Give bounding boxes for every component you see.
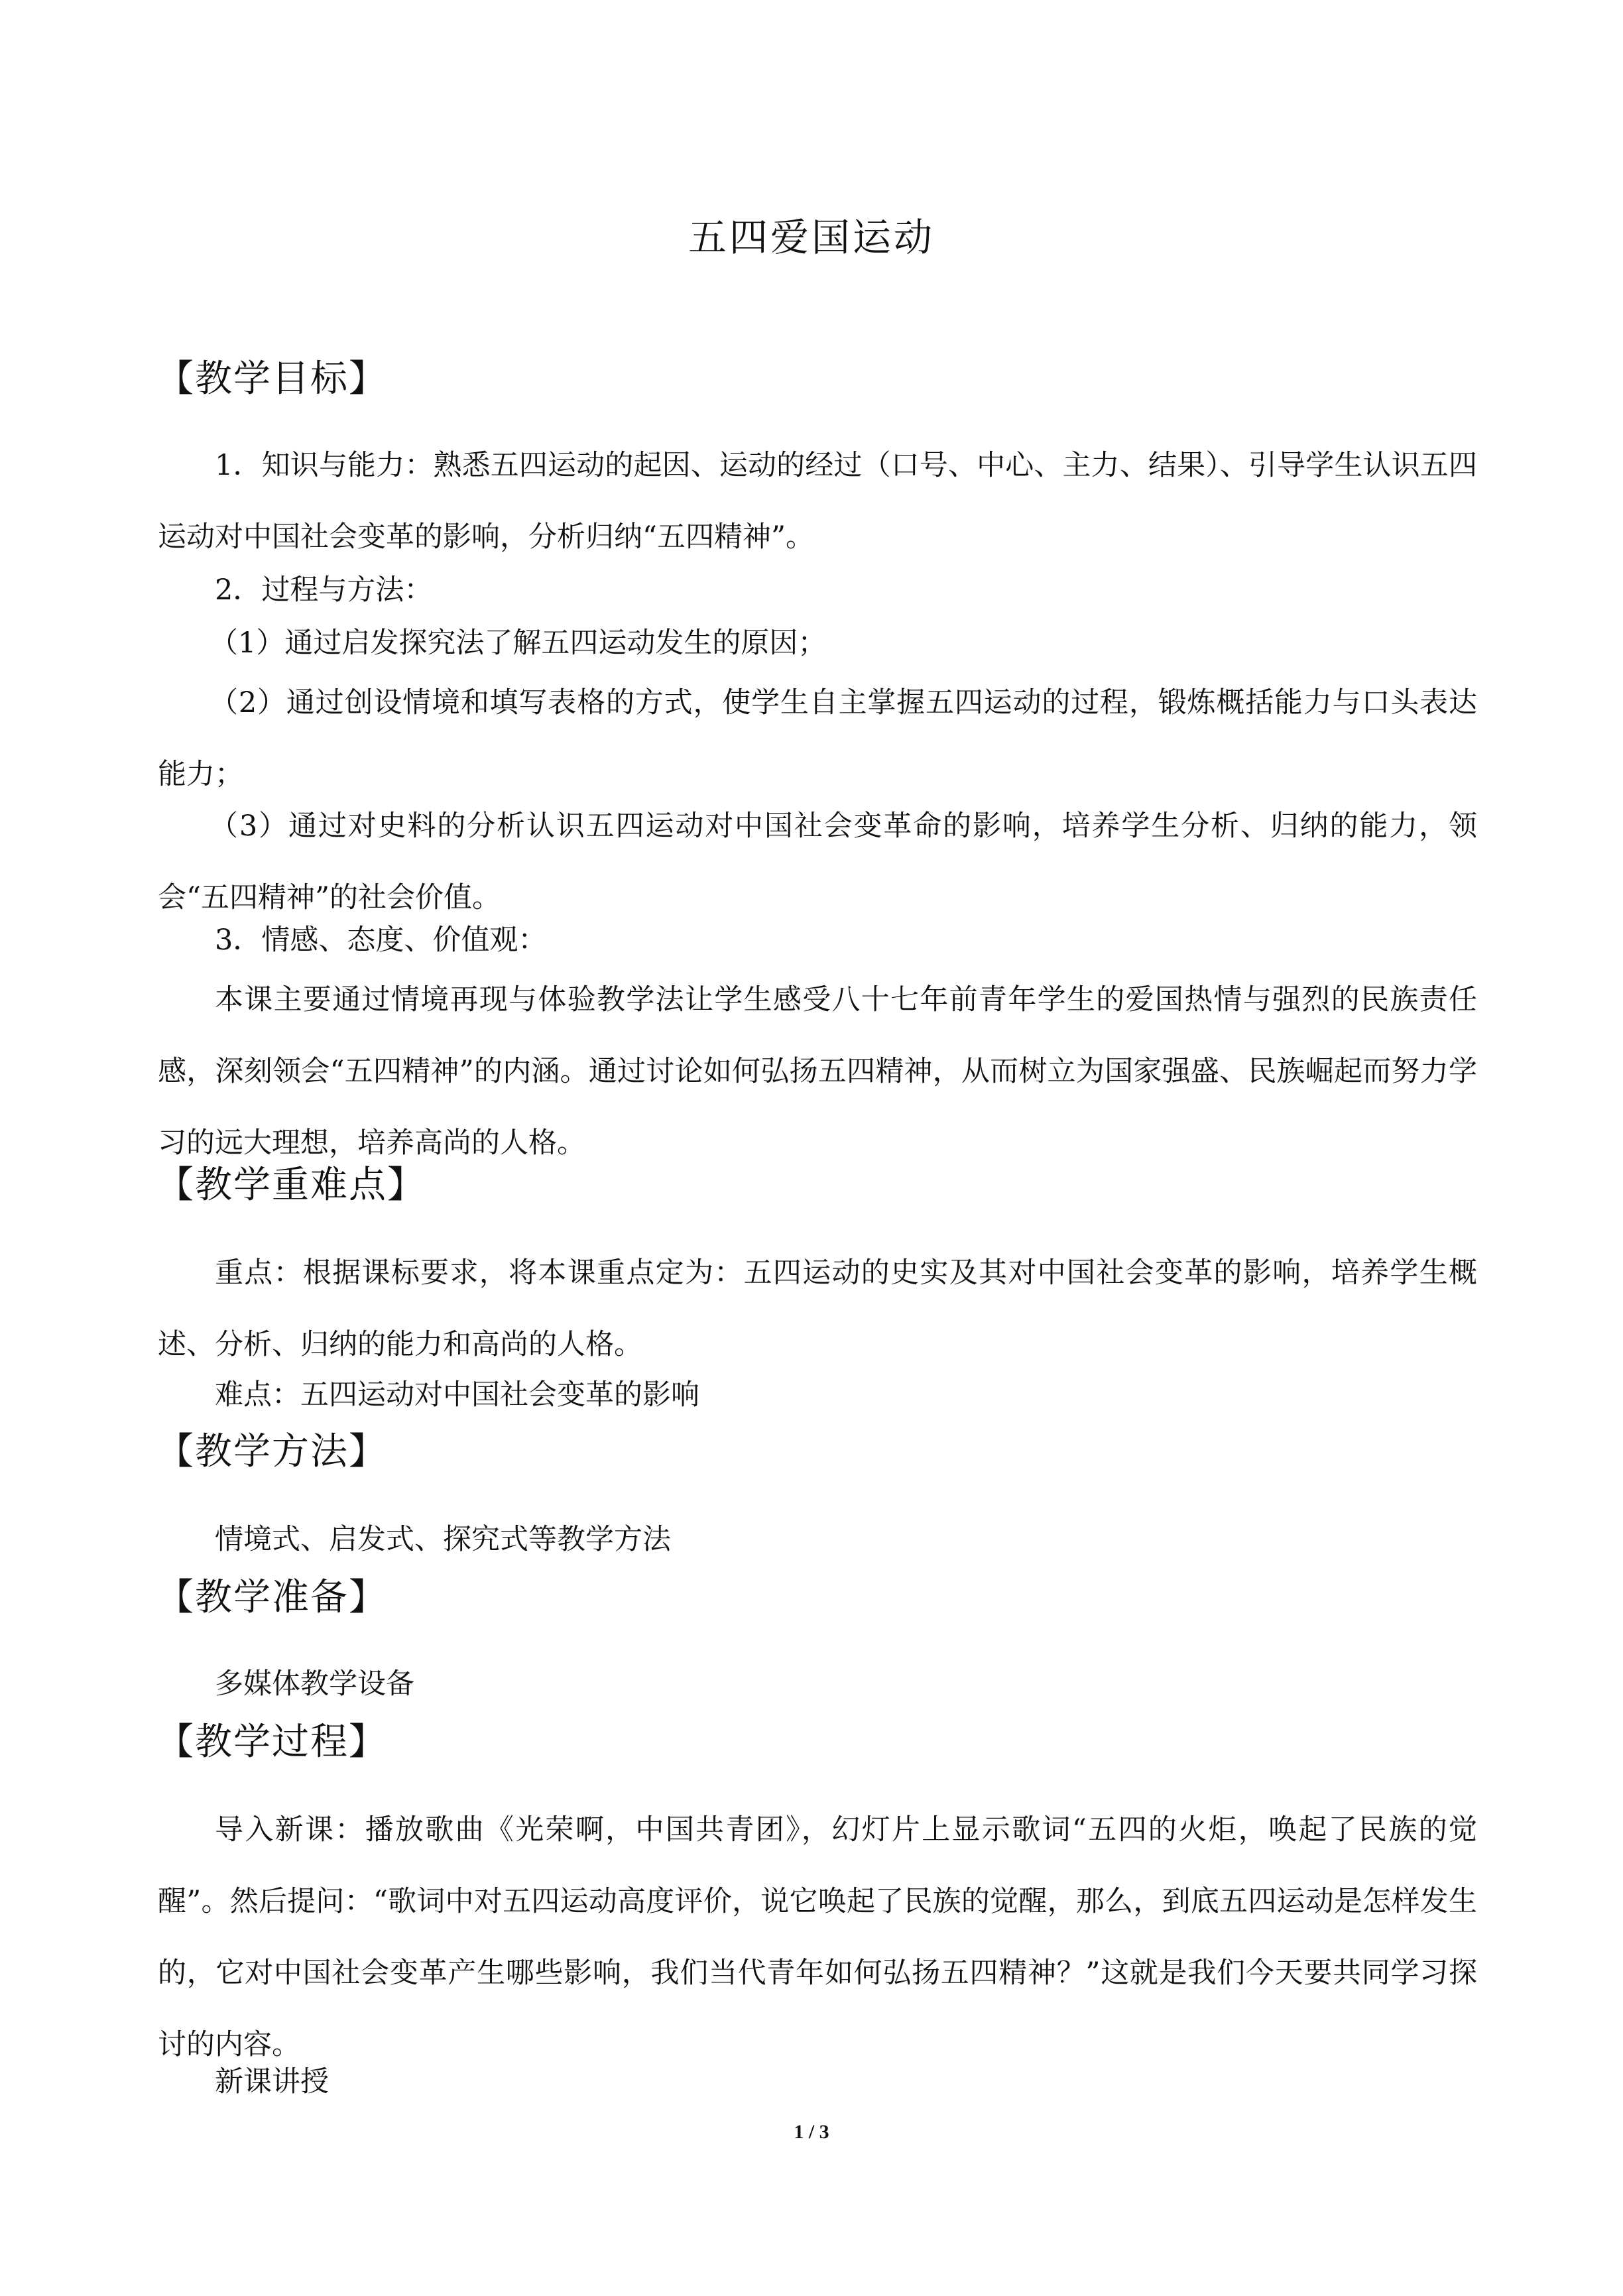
section-heading-key-points: 【教学重难点】 — [156, 1164, 426, 1207]
objective-values-label: 3．情感、态度、价值观： — [215, 924, 547, 957]
objective-knowledge-paragraph: 1．知识与能力：熟悉五四运动的起因、运动的经过（口号、中心、主力、结果）、引导学生认识五四运动对中国社会变革的影响，分析归纳“五四精神”。 — [158, 449, 1477, 554]
preparation-text: 多媒体教学设备 — [215, 1667, 414, 1701]
objective-process-item-2: （2）通过创设情境和填写表格的方式，使学生自主掌握五四运动的过程，锻炼概括能力与口头表达能力； — [158, 686, 1477, 791]
objective-process-item-1: （1）通过启发探究法了解五四运动发生的原因； — [210, 627, 827, 660]
section-heading-preparation: 【教学准备】 — [156, 1576, 387, 1619]
section-heading-process: 【教学过程】 — [156, 1721, 387, 1764]
objective-process-label: 2．过程与方法： — [215, 574, 433, 607]
section-heading-objectives: 【教学目标】 — [156, 357, 387, 400]
objective-values-paragraph: 本课主要通过情境再现与体验教学法让学生感受八十七年前青年学生的爱国热情与强烈的民族责任感，深刻领会“五四精神”的内涵。通过讨论如何弘扬五四精神，从而树立为国家强盛、民族崛起而努力学习的远大理想，培养高尚的人格。 — [158, 983, 1477, 1160]
section-heading-methods: 【教学方法】 — [156, 1430, 387, 1473]
new-lesson-label: 新课讲授 — [215, 2065, 329, 2098]
document-title: 五四爱国运动 — [688, 215, 935, 260]
difficulty-paragraph: 难点：五四运动对中国社会变革的影响 — [215, 1378, 699, 1412]
methods-text: 情境式、启发式、探究式等教学方法 — [215, 1523, 671, 1556]
objective-process-item-3: （3）通过对史料的分析认识五四运动对中国社会变革命的影响，培养学生分析、归纳的能力，领会“五四精神”的社会价值。 — [158, 810, 1477, 914]
process-intro-paragraph: 导入新课：播放歌曲《光荣啊，中国共青团》，幻灯片上显示歌词“五四的火炬，唤起了民族的觉醒”。然后提问：“歌词中对五四运动高度评价，说它唤起了民族的觉醒，那么，到底五四运动是怎样发生的，它对中国社会变革产生哪些影响，我们当代青年如何弘扬五四精神？”这就是我们今天要共同学习探讨的内容。 — [158, 1813, 1477, 2061]
key-point-paragraph: 重点：根据课标要求，将本课重点定为：五四运动的史实及其对中国社会变革的影响，培养学生概述、分析、归纳的能力和高尚的人格。 — [158, 1256, 1477, 1361]
page-number: 1 / 3 — [794, 2121, 829, 2143]
